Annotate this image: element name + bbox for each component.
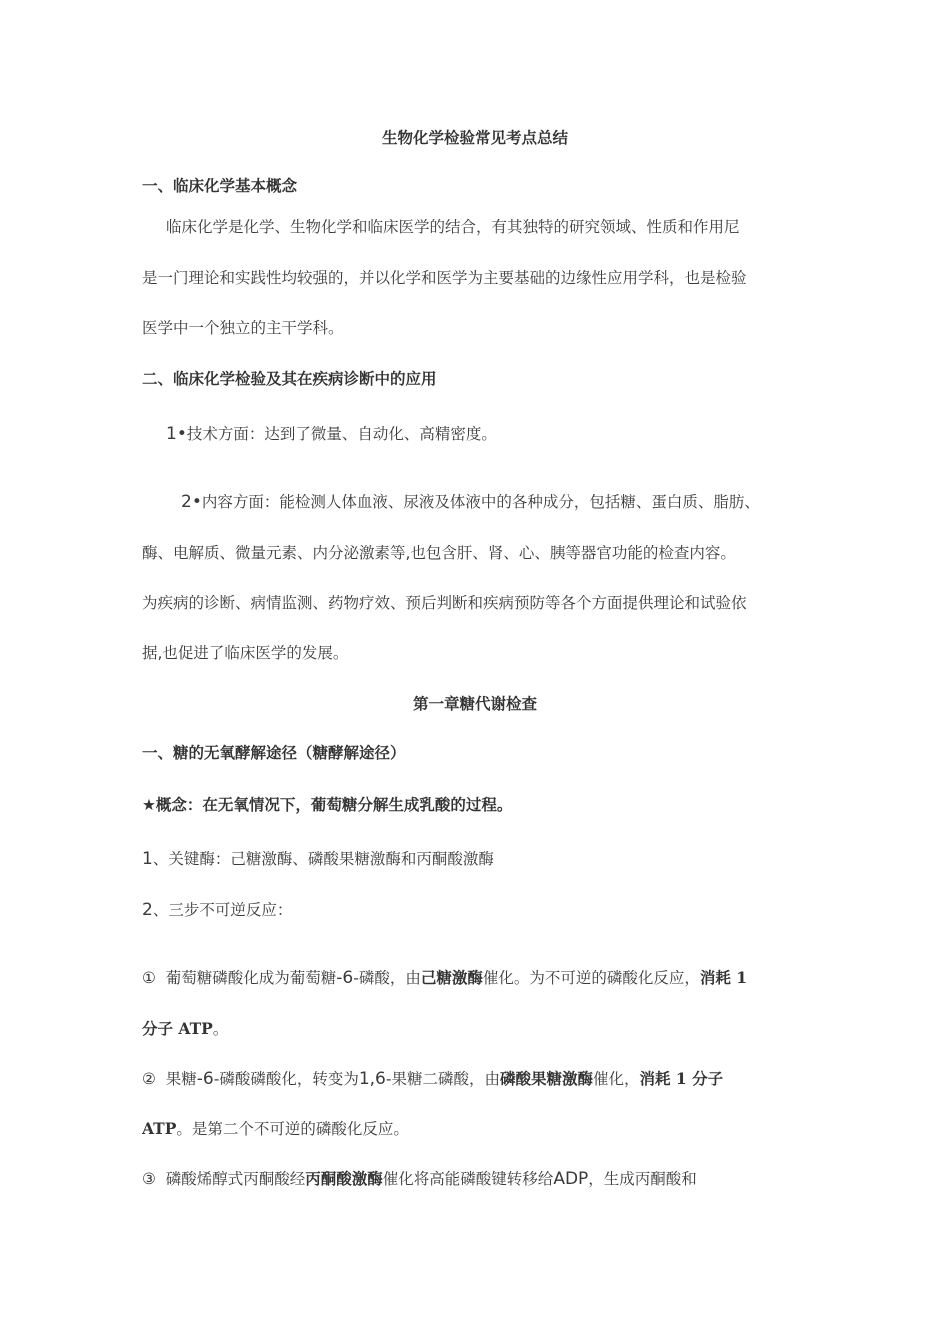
key-enzymes-line <box>142 848 494 870</box>
step-2-line-2 <box>142 1118 409 1140</box>
step-1-line-2 <box>142 1018 228 1040</box>
circled-number: ① <box>142 969 156 987</box>
list-number: 1 <box>142 849 153 869</box>
list-text: 技术方面：达到了微量、自动化、高精密度。 <box>186 425 497 443</box>
step-text: -6 <box>336 968 354 988</box>
document-title: 生物化学检验常见考点总结 <box>381 129 568 147</box>
list-text: 内容方面：能检测人体血液、尿液及体液中的各种成分，包括糖、蛋白质、脂肪、 <box>201 493 760 511</box>
step-text: -磷酸磷酸化，转变为 <box>213 1070 359 1088</box>
section-1-heading: 一、临床化学基本概念 <box>142 177 298 195</box>
chapter-1-section-heading: 一、糖的无氧酵解途径（糖酵解途径） <box>142 744 406 762</box>
concept-line: ★概念：在无氧情况下，葡萄糖分解生成乳酸的过程。 <box>142 796 513 814</box>
list-text: 、关键酶：己糖激酶、磷酸果糖激酶和丙酮酸激酶 <box>152 850 494 868</box>
list-item-content <box>181 491 760 513</box>
enzyme-name: 己糖激酶 <box>420 969 483 987</box>
section-1-paragraph-line: 临床化学是化学、生物化学和临床医学的结合，有其独特的研究领域、性质和作用尼 <box>166 218 740 236</box>
enzyme-name: 丙酮酸激酶 <box>305 1170 383 1188</box>
circled-number: ② <box>142 1070 156 1088</box>
step-text: 磷酸烯醇式丙酮酸经 <box>165 1170 306 1188</box>
list-item-tech <box>166 423 497 445</box>
list-number: 2 <box>142 900 153 920</box>
list-number: 1• <box>166 424 187 444</box>
list-item-content-line: 为疾病的诊断、病情监测、药物疗效、预后判断和疾病预防等各个方面提供理论和试验依 <box>142 594 747 612</box>
section-2-heading: 二、临床化学检验及其在疾病诊断中的应用 <box>142 370 437 388</box>
step-text: ADP <box>553 1169 589 1189</box>
list-item-content-line: 据,也促进了临床医学的发展。 <box>142 644 349 662</box>
step-text: 催化。为不可逆的磷酸化反应， <box>482 969 700 987</box>
step-text: 催化， <box>592 1070 640 1088</box>
list-text: 、三步不可逆反应： <box>152 901 293 919</box>
circled-number: ③ <box>142 1170 156 1188</box>
step-text: -6 <box>196 1069 214 1089</box>
section-1-paragraph-line: 医学中一个独立的主干学科。 <box>142 319 344 337</box>
chapter-1-title: 第一章糖代谢检查 <box>412 695 537 713</box>
step-text: 果糖 <box>165 1070 197 1088</box>
section-1-paragraph-line: 是一门理论和实践性均较强的，并以化学和医学为主要基础的边缘性应用学科，也是检验 <box>142 269 747 287</box>
step-text: 。是第二个不可逆的磷酸化反应。 <box>176 1120 409 1138</box>
step-2-line <box>142 1068 723 1090</box>
step-text: ，生成丙酮酸和 <box>588 1170 697 1188</box>
step-text: -果糖二磷酸，由 <box>385 1070 500 1088</box>
steps-line <box>142 899 292 921</box>
step-text: 。 <box>212 1020 229 1038</box>
step-text: -磷酸，由 <box>353 969 421 987</box>
step-1-line <box>142 967 747 989</box>
consumption-text: ATP <box>142 1119 177 1138</box>
step-text: 葡萄糖磷酸化成为葡萄糖 <box>165 969 337 987</box>
consumption-text: 分子 ATP <box>142 1019 213 1038</box>
step-3-line <box>142 1168 697 1190</box>
consumption-text: 消耗 1 分子 <box>639 1069 724 1088</box>
list-number: 2• <box>181 492 202 512</box>
list-item-content-line: 酶、电解质、微量元素、内分泌激素等,也包含肝、肾、心、胰等器官功能的检查内容。 <box>142 544 736 562</box>
consumption-text: 消耗 1 <box>699 968 748 987</box>
step-text: 催化将高能磷酸键转移给 <box>382 1170 554 1188</box>
enzyme-name: 磷酸果糖激酶 <box>499 1070 593 1088</box>
step-text: 1,6 <box>358 1069 386 1089</box>
